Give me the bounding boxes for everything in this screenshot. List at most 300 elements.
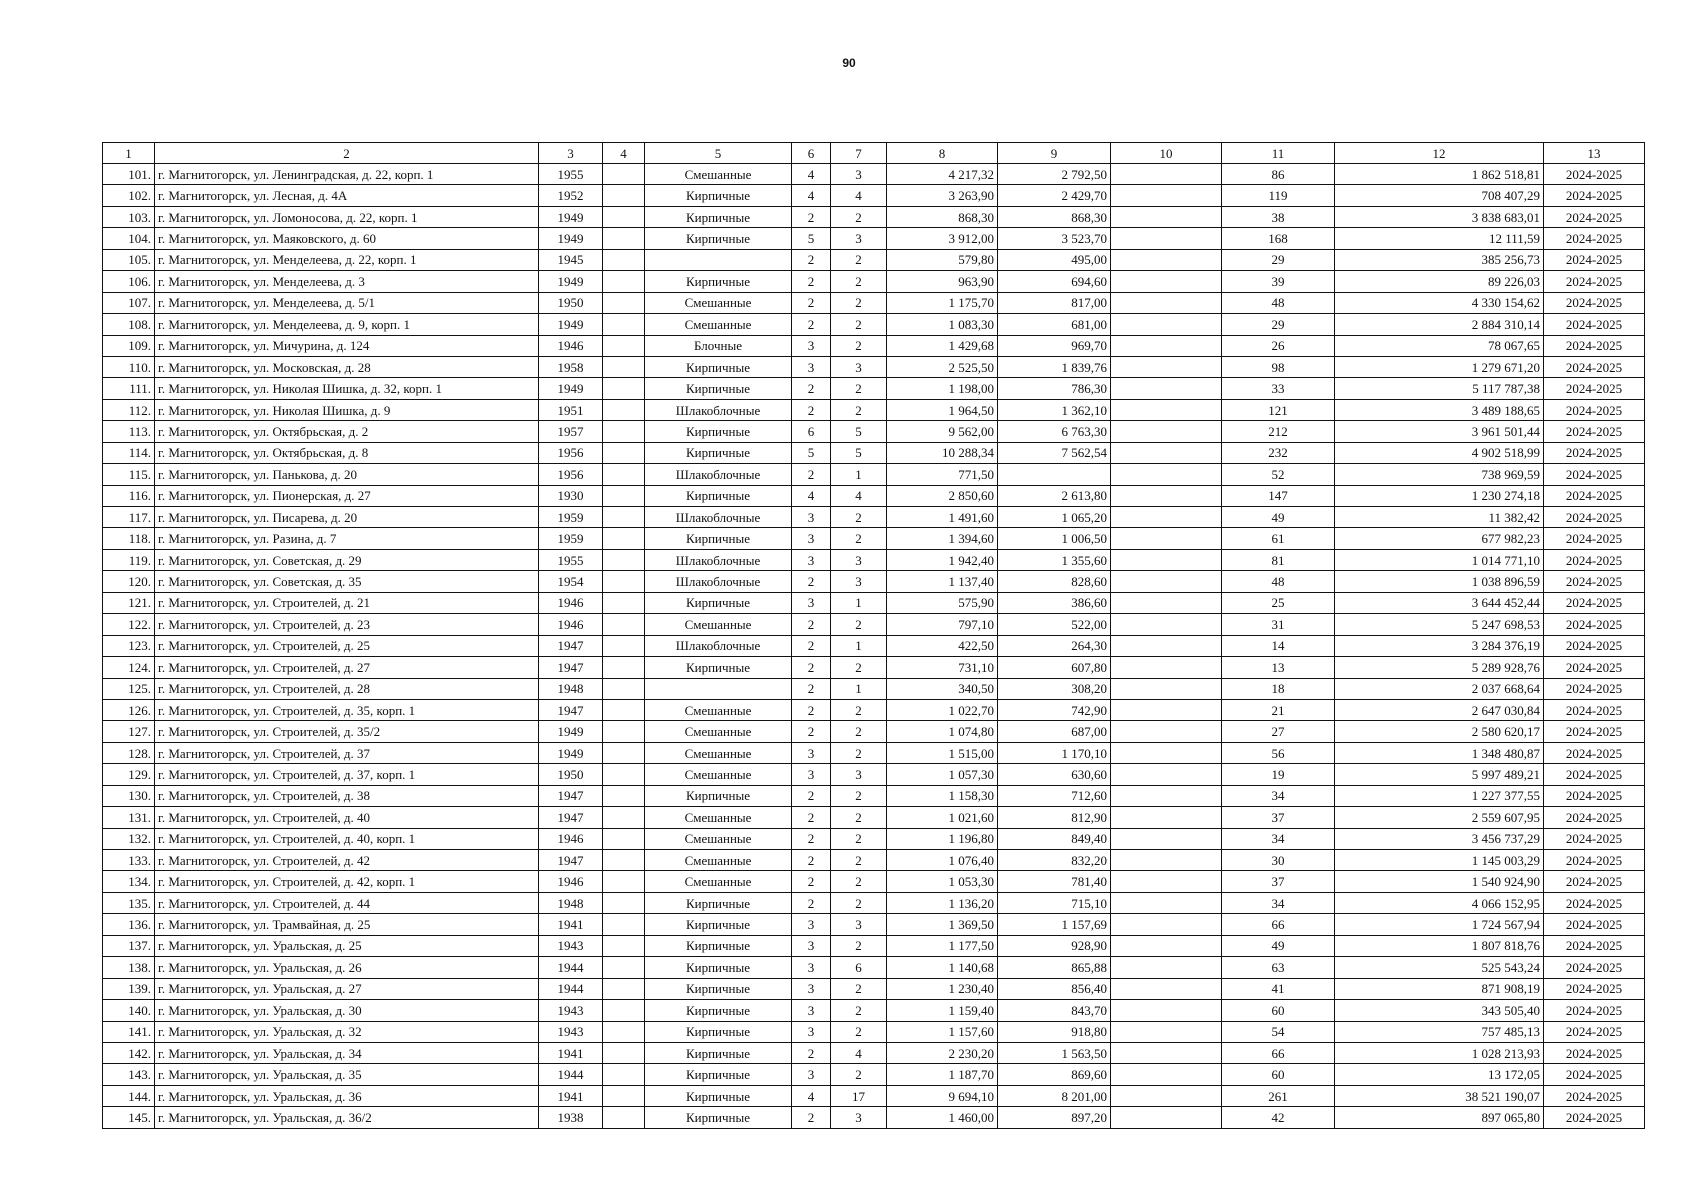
address-cell: г. Магнитогорск, ул. Уральская, д. 32 <box>155 1021 539 1042</box>
col10-cell <box>1111 356 1222 377</box>
column-header-4: 4 <box>603 143 645 164</box>
living-area-cell: 607,80 <box>998 657 1111 678</box>
address-cell: г. Магнитогорск, ул. Строителей, д. 42, корп. 1 <box>155 871 539 892</box>
year-cell: 1949 <box>539 206 603 227</box>
year-cell: 1938 <box>539 1107 603 1128</box>
living-area-cell: 868,30 <box>998 206 1111 227</box>
residents-cell: 14 <box>1222 635 1335 656</box>
entrances-cell: 4 <box>831 1042 887 1063</box>
row-number: 127. <box>103 721 155 742</box>
total-area-cell: 1 083,30 <box>887 314 998 335</box>
living-area-cell: 630,60 <box>998 764 1111 785</box>
row-number: 104. <box>103 228 155 249</box>
table-row <box>103 335 1645 356</box>
total-area-cell: 1 196,80 <box>887 828 998 849</box>
entrances-cell: 2 <box>831 850 887 871</box>
cost-cell: 38 521 190,07 <box>1335 1085 1544 1106</box>
period-cell: 2024-2025 <box>1544 828 1645 849</box>
table-row <box>103 657 1645 678</box>
entrances-cell: 2 <box>831 1064 887 1085</box>
total-area-cell: 3 263,90 <box>887 185 998 206</box>
year-cell: 1930 <box>539 485 603 506</box>
residents-cell: 168 <box>1222 228 1335 249</box>
year-cell: 1946 <box>539 592 603 613</box>
row-number: 129. <box>103 764 155 785</box>
total-area-cell: 1 491,60 <box>887 507 998 528</box>
address-cell: г. Магнитогорск, ул. Советская, д. 35 <box>155 571 539 592</box>
period-cell: 2024-2025 <box>1544 356 1645 377</box>
total-area-cell: 731,10 <box>887 657 998 678</box>
table-row <box>103 549 1645 570</box>
row-number: 128. <box>103 742 155 763</box>
total-area-cell: 797,10 <box>887 614 998 635</box>
table-row <box>103 1021 1645 1042</box>
column-header-11: 11 <box>1222 143 1335 164</box>
column-header-6: 6 <box>792 143 831 164</box>
row-number: 145. <box>103 1107 155 1128</box>
table-row <box>103 249 1645 270</box>
col10-cell <box>1111 742 1222 763</box>
entrances-cell: 3 <box>831 764 887 785</box>
living-area-cell: 715,10 <box>998 892 1111 913</box>
cost-cell: 1 014 771,10 <box>1335 549 1544 570</box>
living-area-cell: 7 562,54 <box>998 442 1111 463</box>
total-area-cell: 1 158,30 <box>887 785 998 806</box>
living-area-cell: 386,60 <box>998 592 1111 613</box>
col4-cell <box>603 507 645 528</box>
total-area-cell: 1 021,60 <box>887 807 998 828</box>
residents-cell: 49 <box>1222 507 1335 528</box>
wall-material-cell: Кирпичные <box>645 914 792 935</box>
floors-cell: 2 <box>792 206 831 227</box>
entrances-cell: 3 <box>831 164 887 185</box>
cost-cell: 2 559 607,95 <box>1335 807 1544 828</box>
table-row <box>103 292 1645 313</box>
entrances-cell: 2 <box>831 978 887 999</box>
col10-cell <box>1111 721 1222 742</box>
wall-material-cell: Шлакоблочные <box>645 507 792 528</box>
col4-cell <box>603 271 645 292</box>
entrances-cell: 2 <box>831 721 887 742</box>
year-cell: 1941 <box>539 914 603 935</box>
col4-cell <box>603 442 645 463</box>
entrances-cell: 2 <box>831 828 887 849</box>
year-cell: 1947 <box>539 850 603 871</box>
residents-cell: 60 <box>1222 1064 1335 1085</box>
col10-cell <box>1111 185 1222 206</box>
living-area-cell: 694,60 <box>998 271 1111 292</box>
living-area-cell: 3 523,70 <box>998 228 1111 249</box>
table-row <box>103 442 1645 463</box>
col10-cell <box>1111 399 1222 420</box>
floors-cell: 2 <box>792 785 831 806</box>
table-row <box>103 635 1645 656</box>
column-header-2: 2 <box>155 143 539 164</box>
residents-cell: 27 <box>1222 721 1335 742</box>
col10-cell <box>1111 292 1222 313</box>
wall-material-cell: Шлакоблочные <box>645 571 792 592</box>
col4-cell <box>603 871 645 892</box>
wall-material-cell: Шлакоблочные <box>645 635 792 656</box>
row-number: 115. <box>103 464 155 485</box>
wall-material-cell: Смешанные <box>645 721 792 742</box>
col10-cell <box>1111 635 1222 656</box>
cost-cell: 1 038 896,59 <box>1335 571 1544 592</box>
row-number: 134. <box>103 871 155 892</box>
table-row <box>103 957 1645 978</box>
floors-cell: 2 <box>792 1042 831 1063</box>
cost-cell: 871 908,19 <box>1335 978 1544 999</box>
entrances-cell: 3 <box>831 571 887 592</box>
address-cell: г. Магнитогорск, ул. Николая Шишка, д. 9 <box>155 399 539 420</box>
col4-cell <box>603 721 645 742</box>
table-body <box>103 164 1645 1129</box>
address-cell: г. Магнитогорск, ул. Писарева, д. 20 <box>155 507 539 528</box>
total-area-cell: 1 053,30 <box>887 871 998 892</box>
period-cell: 2024-2025 <box>1544 528 1645 549</box>
living-area-cell: 2 792,50 <box>998 164 1111 185</box>
wall-material-cell <box>645 678 792 699</box>
period-cell: 2024-2025 <box>1544 378 1645 399</box>
row-number: 108. <box>103 314 155 335</box>
col10-cell <box>1111 914 1222 935</box>
entrances-cell: 1 <box>831 592 887 613</box>
living-area-cell: 712,60 <box>998 785 1111 806</box>
col4-cell <box>603 485 645 506</box>
table-row <box>103 978 1645 999</box>
cost-cell: 78 067,65 <box>1335 335 1544 356</box>
entrances-cell: 2 <box>831 314 887 335</box>
row-number: 114. <box>103 442 155 463</box>
wall-material-cell: Кирпичные <box>645 378 792 399</box>
row-number: 110. <box>103 356 155 377</box>
cost-cell: 677 982,23 <box>1335 528 1544 549</box>
row-number: 119. <box>103 549 155 570</box>
cost-cell: 3 838 683,01 <box>1335 206 1544 227</box>
entrances-cell: 2 <box>831 507 887 528</box>
period-cell: 2024-2025 <box>1544 549 1645 570</box>
wall-material-cell: Кирпичные <box>645 442 792 463</box>
cost-cell: 89 226,03 <box>1335 271 1544 292</box>
row-number: 109. <box>103 335 155 356</box>
col10-cell <box>1111 935 1222 956</box>
cost-cell: 4 066 152,95 <box>1335 892 1544 913</box>
cost-cell: 3 284 376,19 <box>1335 635 1544 656</box>
total-area-cell: 2 525,50 <box>887 356 998 377</box>
living-area-cell <box>998 464 1111 485</box>
floors-cell: 3 <box>792 549 831 570</box>
living-area-cell: 1 839,76 <box>998 356 1111 377</box>
period-cell: 2024-2025 <box>1544 850 1645 871</box>
residents-cell: 61 <box>1222 528 1335 549</box>
table-row <box>103 699 1645 720</box>
wall-material-cell: Кирпичные <box>645 978 792 999</box>
address-cell: г. Магнитогорск, ул. Строителей, д. 42 <box>155 850 539 871</box>
entrances-cell: 2 <box>831 1021 887 1042</box>
residents-cell: 41 <box>1222 978 1335 999</box>
row-number: 136. <box>103 914 155 935</box>
floors-cell: 4 <box>792 1085 831 1106</box>
total-area-cell: 575,90 <box>887 592 998 613</box>
period-cell: 2024-2025 <box>1544 892 1645 913</box>
floors-cell: 3 <box>792 935 831 956</box>
col4-cell <box>603 764 645 785</box>
wall-material-cell: Смешанные <box>645 742 792 763</box>
address-cell: г. Магнитогорск, ул. Строителей, д. 25 <box>155 635 539 656</box>
year-cell: 1955 <box>539 164 603 185</box>
floors-cell: 2 <box>792 314 831 335</box>
residents-cell: 42 <box>1222 1107 1335 1128</box>
year-cell: 1943 <box>539 1021 603 1042</box>
col4-cell <box>603 464 645 485</box>
living-area-cell: 849,40 <box>998 828 1111 849</box>
year-cell: 1957 <box>539 421 603 442</box>
year-cell: 1941 <box>539 1042 603 1063</box>
col4-cell <box>603 1021 645 1042</box>
row-number: 118. <box>103 528 155 549</box>
living-area-cell: 832,20 <box>998 850 1111 871</box>
entrances-cell: 1 <box>831 635 887 656</box>
period-cell: 2024-2025 <box>1544 1107 1645 1128</box>
entrances-cell: 2 <box>831 807 887 828</box>
row-number: 112. <box>103 399 155 420</box>
cost-cell: 897 065,80 <box>1335 1107 1544 1128</box>
total-area-cell: 9 694,10 <box>887 1085 998 1106</box>
year-cell: 1956 <box>539 464 603 485</box>
row-number: 111. <box>103 378 155 399</box>
cost-cell: 708 407,29 <box>1335 185 1544 206</box>
address-cell: г. Магнитогорск, ул. Уральская, д. 36/2 <box>155 1107 539 1128</box>
total-area-cell: 1 230,40 <box>887 978 998 999</box>
table-row <box>103 935 1645 956</box>
cost-cell: 4 330 154,62 <box>1335 292 1544 313</box>
entrances-cell: 2 <box>831 699 887 720</box>
cost-cell: 5 117 787,38 <box>1335 378 1544 399</box>
entrances-cell: 3 <box>831 228 887 249</box>
living-area-cell: 742,90 <box>998 699 1111 720</box>
year-cell: 1944 <box>539 1064 603 1085</box>
residents-cell: 81 <box>1222 549 1335 570</box>
cost-cell: 3 644 452,44 <box>1335 592 1544 613</box>
year-cell: 1943 <box>539 1000 603 1021</box>
table-row <box>103 828 1645 849</box>
row-number: 140. <box>103 1000 155 1021</box>
entrances-cell: 2 <box>831 528 887 549</box>
year-cell: 1944 <box>539 978 603 999</box>
address-cell: г. Магнитогорск, ул. Строителей, д. 23 <box>155 614 539 635</box>
page-number: 90 <box>842 56 856 70</box>
table-row <box>103 592 1645 613</box>
year-cell: 1947 <box>539 699 603 720</box>
cost-cell: 1 279 671,20 <box>1335 356 1544 377</box>
address-cell: г. Магнитогорск, ул. Уральская, д. 27 <box>155 978 539 999</box>
address-cell: г. Магнитогорск, ул. Уральская, д. 30 <box>155 1000 539 1021</box>
col10-cell <box>1111 1042 1222 1063</box>
period-cell: 2024-2025 <box>1544 399 1645 420</box>
table-row <box>103 764 1645 785</box>
column-header-9: 9 <box>998 143 1111 164</box>
wall-material-cell: Кирпичные <box>645 657 792 678</box>
cost-cell: 11 382,42 <box>1335 507 1544 528</box>
wall-material-cell: Кирпичные <box>645 1021 792 1042</box>
entrances-cell: 1 <box>831 464 887 485</box>
cost-cell: 1 724 567,94 <box>1335 914 1544 935</box>
table-row <box>103 785 1645 806</box>
year-cell: 1958 <box>539 356 603 377</box>
row-number: 130. <box>103 785 155 806</box>
col4-cell <box>603 742 645 763</box>
residents-cell: 147 <box>1222 485 1335 506</box>
period-cell: 2024-2025 <box>1544 721 1645 742</box>
wall-material-cell: Смешанные <box>645 164 792 185</box>
wall-material-cell <box>645 249 792 270</box>
living-area-cell: 843,70 <box>998 1000 1111 1021</box>
residents-cell: 19 <box>1222 764 1335 785</box>
cost-cell: 343 505,40 <box>1335 1000 1544 1021</box>
column-header-8: 8 <box>887 143 998 164</box>
column-header-1: 1 <box>103 143 155 164</box>
address-cell: г. Магнитогорск, ул. Строителей, д. 37, корп. 1 <box>155 764 539 785</box>
col4-cell <box>603 678 645 699</box>
residents-cell: 66 <box>1222 914 1335 935</box>
year-cell: 1947 <box>539 785 603 806</box>
period-cell: 2024-2025 <box>1544 657 1645 678</box>
floors-cell: 3 <box>792 592 831 613</box>
table-row <box>103 271 1645 292</box>
col4-cell <box>603 549 645 570</box>
residents-cell: 232 <box>1222 442 1335 463</box>
entrances-cell: 3 <box>831 914 887 935</box>
col10-cell <box>1111 592 1222 613</box>
residents-cell: 29 <box>1222 314 1335 335</box>
total-area-cell: 963,90 <box>887 271 998 292</box>
col10-cell <box>1111 1085 1222 1106</box>
row-number: 117. <box>103 507 155 528</box>
table-row <box>103 206 1645 227</box>
residents-cell: 37 <box>1222 871 1335 892</box>
floors-cell: 5 <box>792 228 831 249</box>
col4-cell <box>603 699 645 720</box>
col4-cell <box>603 314 645 335</box>
col4-cell <box>603 1064 645 1085</box>
wall-material-cell: Кирпичные <box>645 421 792 442</box>
total-area-cell: 868,30 <box>887 206 998 227</box>
floors-cell: 2 <box>792 850 831 871</box>
address-cell: г. Магнитогорск, ул. Советская, д. 29 <box>155 549 539 570</box>
col4-cell <box>603 850 645 871</box>
col10-cell <box>1111 442 1222 463</box>
col10-cell <box>1111 1064 1222 1085</box>
period-cell: 2024-2025 <box>1544 871 1645 892</box>
total-area-cell: 1 964,50 <box>887 399 998 420</box>
table-row <box>103 742 1645 763</box>
row-number: 124. <box>103 657 155 678</box>
table-row <box>103 721 1645 742</box>
entrances-cell: 2 <box>831 614 887 635</box>
col4-cell <box>603 1107 645 1128</box>
address-cell: г. Магнитогорск, ул. Московская, д. 28 <box>155 356 539 377</box>
col10-cell <box>1111 314 1222 335</box>
address-cell: г. Магнитогорск, ул. Уральская, д. 26 <box>155 957 539 978</box>
residents-cell: 48 <box>1222 292 1335 313</box>
period-cell: 2024-2025 <box>1544 1064 1645 1085</box>
floors-cell: 4 <box>792 164 831 185</box>
total-area-cell: 771,50 <box>887 464 998 485</box>
entrances-cell: 3 <box>831 356 887 377</box>
col4-cell <box>603 528 645 549</box>
address-cell: г. Магнитогорск, ул. Строителей, д. 35/2 <box>155 721 539 742</box>
floors-cell: 3 <box>792 1021 831 1042</box>
floors-cell: 2 <box>792 399 831 420</box>
total-area-cell: 1 515,00 <box>887 742 998 763</box>
cost-cell: 385 256,73 <box>1335 249 1544 270</box>
entrances-cell: 17 <box>831 1085 887 1106</box>
address-cell: г. Магнитогорск, ул. Мичурина, д. 124 <box>155 335 539 356</box>
wall-material-cell: Кирпичные <box>645 356 792 377</box>
living-area-cell: 495,00 <box>998 249 1111 270</box>
living-area-cell: 828,60 <box>998 571 1111 592</box>
col10-cell <box>1111 892 1222 913</box>
address-cell: г. Магнитогорск, ул. Маяковского, д. 60 <box>155 228 539 249</box>
year-cell: 1946 <box>539 335 603 356</box>
col10-cell <box>1111 228 1222 249</box>
address-cell: г. Магнитогорск, ул. Строителей, д. 35, корп. 1 <box>155 699 539 720</box>
col4-cell <box>603 828 645 849</box>
period-cell: 2024-2025 <box>1544 1042 1645 1063</box>
entrances-cell: 2 <box>831 399 887 420</box>
row-number: 123. <box>103 635 155 656</box>
residents-cell: 212 <box>1222 421 1335 442</box>
wall-material-cell: Смешанные <box>645 292 792 313</box>
cost-cell: 2 580 620,17 <box>1335 721 1544 742</box>
year-cell: 1949 <box>539 378 603 399</box>
living-area-cell: 1 362,10 <box>998 399 1111 420</box>
year-cell: 1947 <box>539 635 603 656</box>
col10-cell <box>1111 485 1222 506</box>
total-area-cell: 1 187,70 <box>887 1064 998 1085</box>
table-row <box>103 678 1645 699</box>
table-row <box>103 314 1645 335</box>
floors-cell: 2 <box>792 657 831 678</box>
residents-cell: 34 <box>1222 785 1335 806</box>
floors-cell: 2 <box>792 828 831 849</box>
wall-material-cell: Кирпичные <box>645 528 792 549</box>
col4-cell <box>603 1085 645 1106</box>
col4-cell <box>603 335 645 356</box>
col10-cell <box>1111 850 1222 871</box>
total-area-cell: 1 429,68 <box>887 335 998 356</box>
living-area-cell: 969,70 <box>998 335 1111 356</box>
total-area-cell: 1 074,80 <box>887 721 998 742</box>
wall-material-cell: Кирпичные <box>645 935 792 956</box>
row-number: 101. <box>103 164 155 185</box>
entrances-cell: 2 <box>831 657 887 678</box>
floors-cell: 2 <box>792 892 831 913</box>
entrances-cell: 1 <box>831 678 887 699</box>
address-cell: г. Магнитогорск, ул. Строителей, д. 37 <box>155 742 539 763</box>
residents-cell: 29 <box>1222 249 1335 270</box>
period-cell: 2024-2025 <box>1544 742 1645 763</box>
address-cell: г. Магнитогорск, ул. Николая Шишка, д. 32, корп. 1 <box>155 378 539 399</box>
col10-cell <box>1111 421 1222 442</box>
cost-cell: 1 230 274,18 <box>1335 485 1544 506</box>
cost-cell: 5 289 928,76 <box>1335 657 1544 678</box>
cost-cell: 1 348 480,87 <box>1335 742 1544 763</box>
total-area-cell: 1 140,68 <box>887 957 998 978</box>
floors-cell: 3 <box>792 914 831 935</box>
entrances-cell: 2 <box>831 871 887 892</box>
address-cell: г. Магнитогорск, ул. Октябрьская, д. 2 <box>155 421 539 442</box>
